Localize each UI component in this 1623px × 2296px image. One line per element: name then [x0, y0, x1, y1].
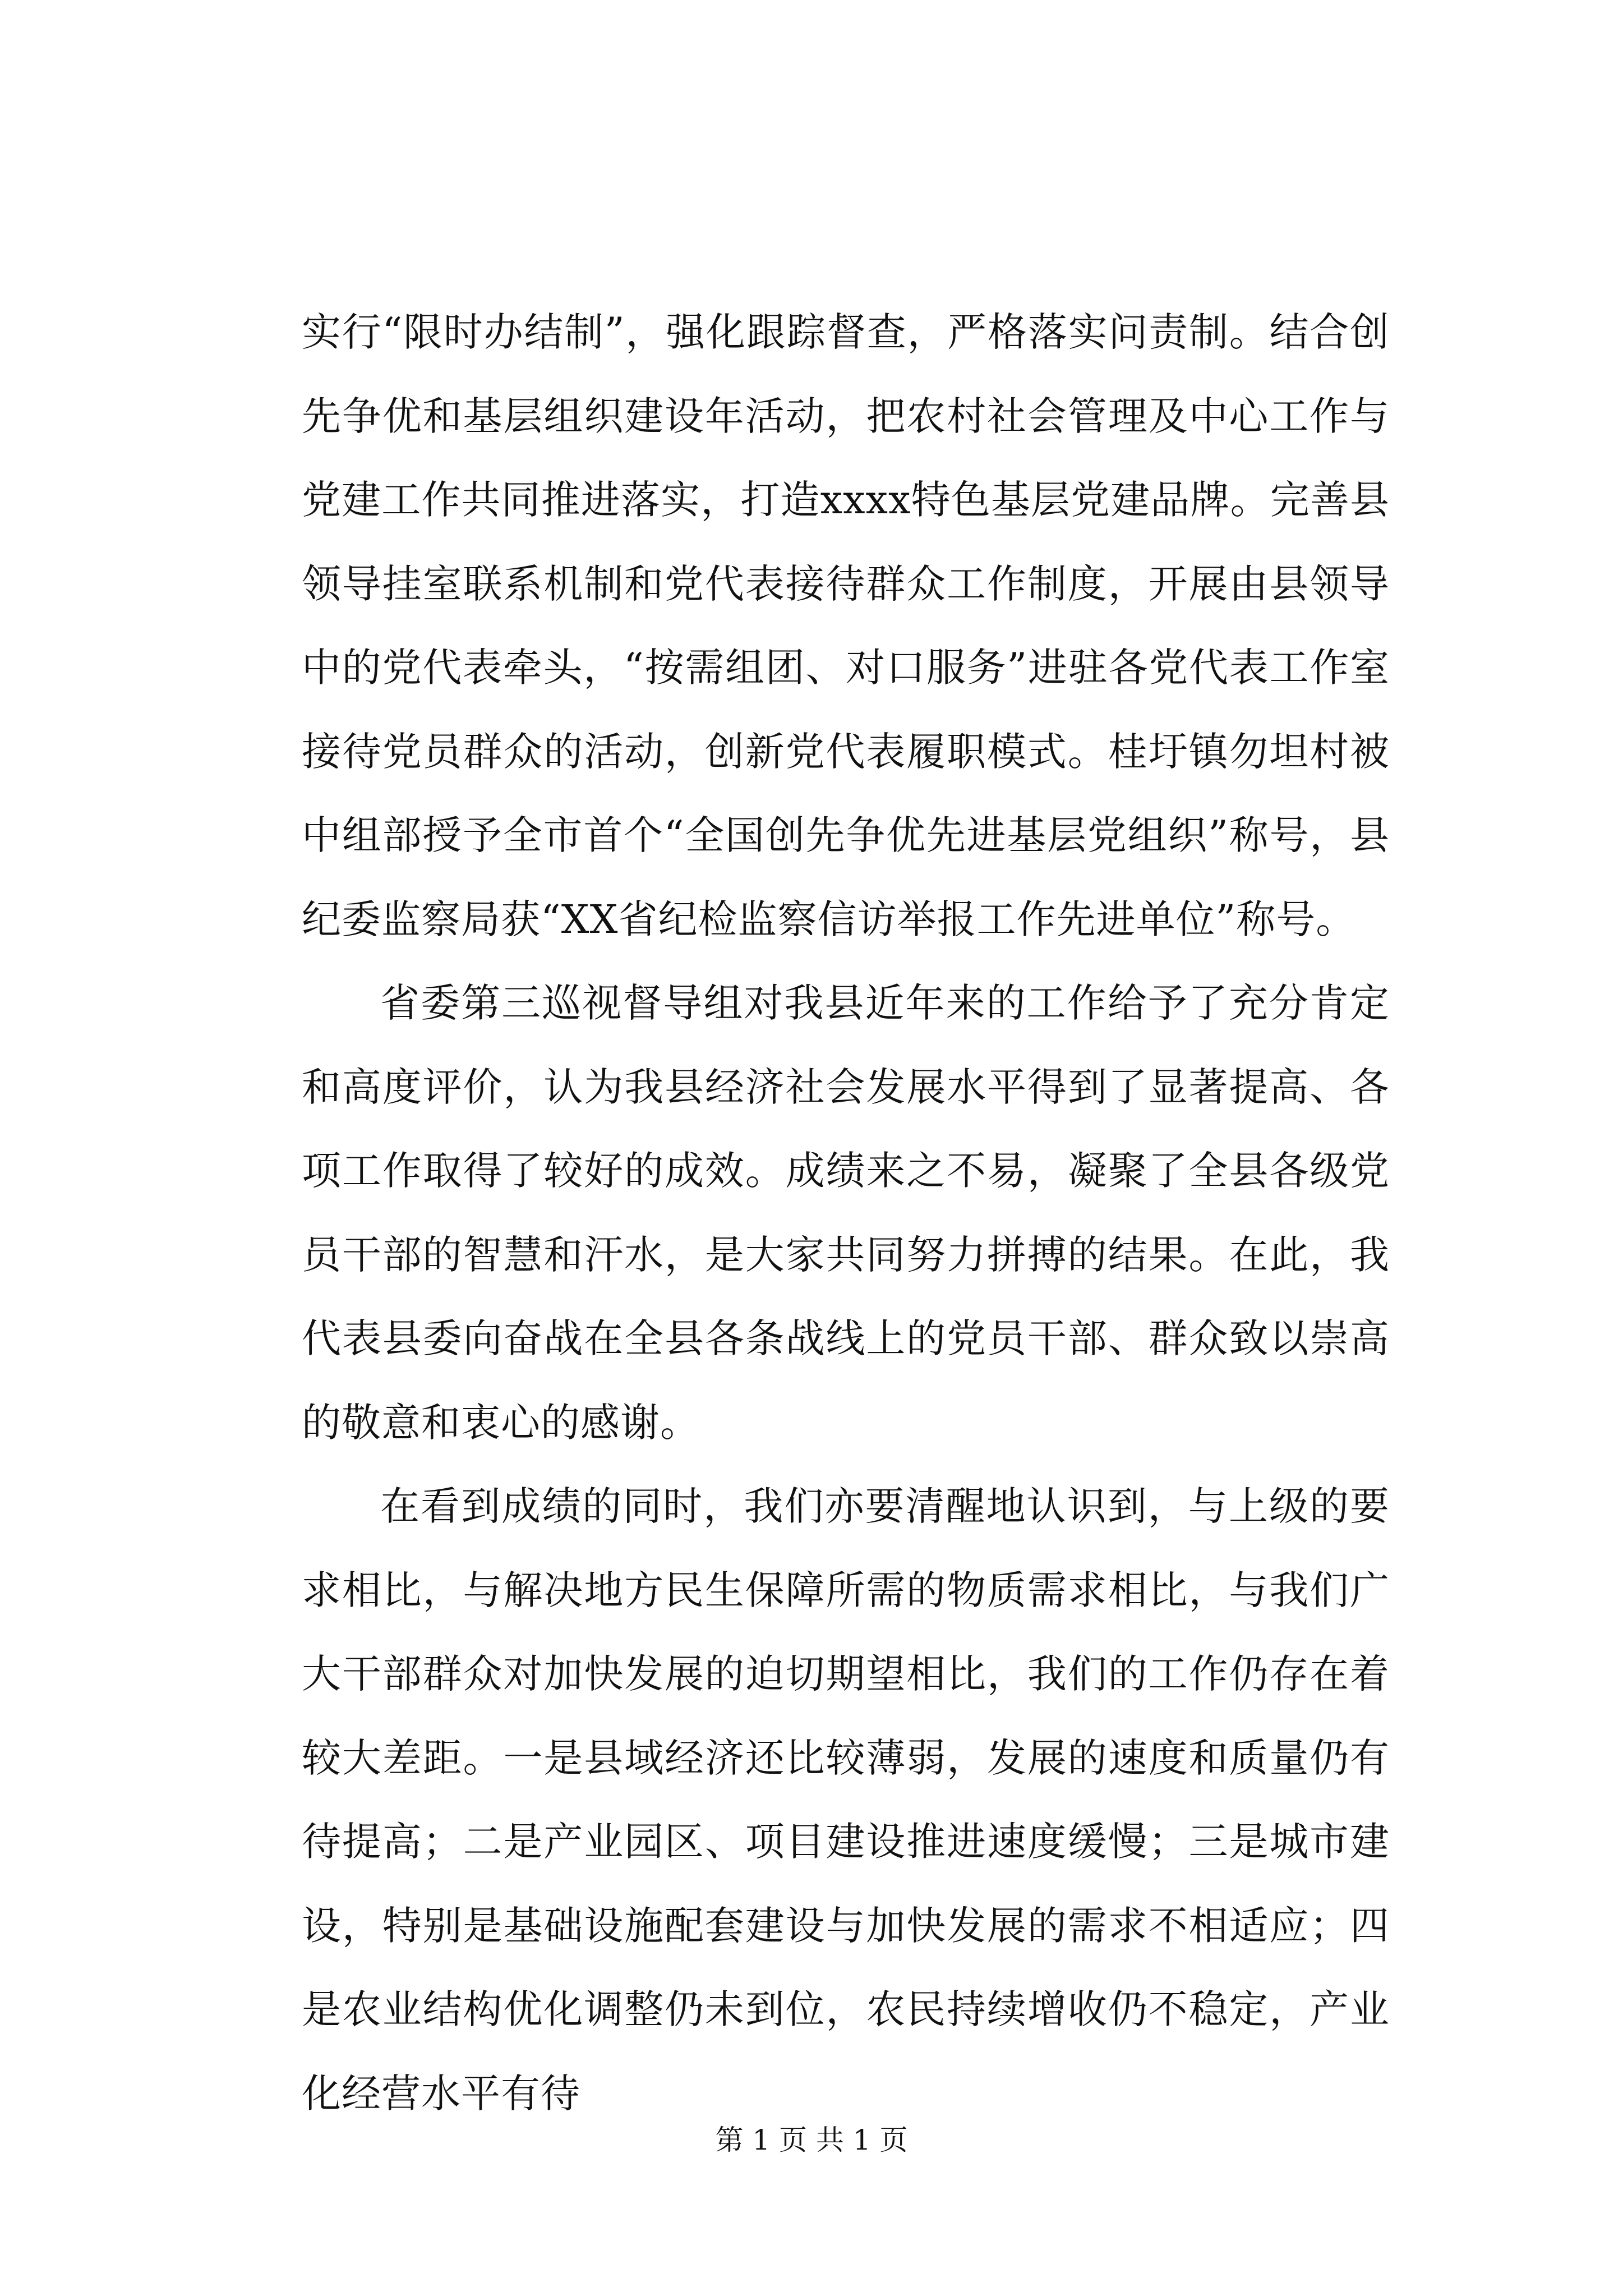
paragraph-3: 在看到成绩的同时，我们亦要清醒地认识到，与上级的要求相比，与解决地方民生保障所需的物质需求相比，与我们广大干部群众对加快发展的迫切期望相比，我们的工作仍存在着较大差距。一是县域经济还比较薄弱，发展的速度和质量仍有待提高；二是产业园区、项目建设推进速度缓慢；三是城市建设，特别是基础设施配套建设与加快发展的需求不相适应；四是农业结构优化调整仍未到位，农民持续增收仍不稳定，产业化经营水平有待: [302, 1483, 1390, 2116]
paragraph-1: 实行“限时办结制”，强化跟踪督查，严格落实问责制。结合创先争优和基层组织建设年活动，把农村社会管理及中心工作与党建工作共同推进落实，打造xxxx特色基层党建品牌。完善县领导挂室联系机制和党代表接待群众工作制度，开展由县领导中的党代表牵头，“按需组团、对口服务”进驻各党代表工作室接待党员群众的活动，创新党代表履职模式。桂圩镇勿坦村被中组部授予全市首个“全国创先争优先进基层党组织”称号，县纪委监察局获“XX省纪检监察信访举报工作先进单位”称号。: [302, 309, 1390, 942]
paragraph-2: 省委第三巡视督导组对我县近年来的工作给予了充分肯定和高度评价，认为我县经济社会发展水平得到了显著提高、各项工作取得了较好的成效。成绩来之不易，凝聚了全县各级党员干部的智慧和汗水，是大家共同努力拼搏的结果。在此，我代表县委向奋战在全县各条战线上的党员干部、群众致以崇高的敬意和衷心的感谢。: [302, 980, 1390, 1446]
page-footer: 第 1 页 共 1 页: [715, 2124, 908, 2156]
document-body: [302, 291, 1390, 2136]
